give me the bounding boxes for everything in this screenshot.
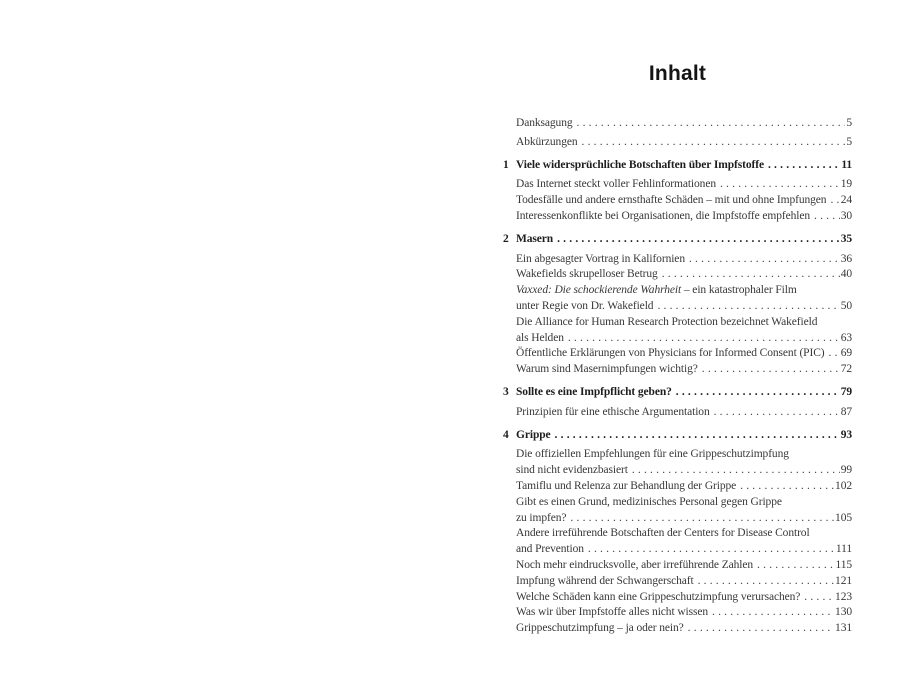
page-number: 123 [835, 590, 852, 603]
dot-leader [768, 158, 840, 174]
page-number: 30 [840, 209, 852, 222]
page-title: Inhalt [648, 62, 707, 85]
toc-entry-row [503, 621, 852, 637]
toc-chapter-row [503, 232, 852, 248]
page-number: 40 [840, 268, 852, 281]
toc-entry-label: sind nicht evidenzbasiert [516, 464, 628, 477]
page-number: 121 [835, 574, 852, 587]
dot-leader [688, 621, 834, 637]
toc-entry-label: Masern [516, 232, 554, 245]
chapter-number: 4 [503, 428, 509, 441]
toc-entry-row [503, 362, 852, 378]
toc-entry-row [503, 299, 852, 315]
toc-chapter-row [503, 158, 852, 174]
toc-entry-label: Impfung während der Schwangerschaft [516, 574, 694, 587]
page-number: 105 [835, 511, 852, 524]
dot-leader [568, 331, 840, 347]
toc-entry-label: Grippeschutzimpfung – ja oder nein? [516, 622, 684, 635]
toc-entry-label: Andere irreführende Botschaften der Centers for Disease Control [516, 527, 810, 540]
page-number: 5 [846, 135, 852, 148]
dot-leader [657, 299, 839, 315]
dot-leader [830, 193, 839, 209]
toc-entry-row [503, 283, 852, 299]
toc-entry-label: Warum sind Masernimpfungen wichtig? [516, 363, 698, 376]
toc-entry-label: Prinzipien für eine ethische Argumentation [516, 405, 710, 418]
toc-entry-row [503, 267, 852, 283]
dot-leader [804, 590, 834, 606]
toc-entry-label: Noch mehr eindrucksvolle, aber irreführende Zahlen [516, 558, 754, 571]
toc-entry-label: Todesfälle und andere ernsthafte Schäden – mit und ohne Impfungen [516, 194, 827, 207]
dot-leader [577, 116, 846, 132]
toc-entry-row [503, 511, 852, 527]
toc-entry-row [503, 405, 852, 421]
toc-entry-label: Tamiflu und Relenza zur Behandlung der Grippe [516, 479, 737, 492]
toc-entry-label: Abkürzungen [516, 135, 578, 148]
dot-leader [588, 542, 835, 558]
toc-entry-row [503, 346, 852, 362]
toc-chapter-row [503, 385, 852, 401]
toc-list [503, 116, 852, 637]
dot-leader [698, 574, 834, 590]
page-number: 87 [840, 405, 852, 418]
chapter-number: 3 [503, 385, 509, 398]
page-number: 115 [835, 558, 852, 571]
toc-entry-label: als Helden [516, 331, 564, 344]
toc-entry-label: Interessenkonflikte bei Organisationen, die Impfstoffe empfehlen [516, 209, 810, 222]
page-number: 69 [840, 347, 852, 360]
page-number: 102 [835, 479, 852, 492]
dot-leader [702, 362, 840, 378]
dot-leader [632, 463, 840, 479]
page-number: 11 [841, 158, 852, 171]
dot-leader [557, 232, 840, 248]
dot-leader [814, 209, 840, 225]
dot-leader [582, 135, 846, 151]
toc-entry-row [503, 558, 852, 574]
toc-entry-row [503, 605, 852, 621]
toc-entry-label: Viele widersprüchliche Botschaften über Impfstoffe [516, 158, 764, 171]
toc-chapter-row [503, 428, 852, 444]
toc-entry-label: Die offiziellen Empfehlungen für eine Grippeschutzimpfung [516, 448, 789, 461]
toc-entry-row [503, 116, 852, 132]
toc-entry-label: Wakefields skrupelloser Betrug [516, 268, 658, 281]
page-number: 72 [840, 363, 852, 376]
toc-entry-label: zu impfen? [516, 511, 567, 524]
toc-entry-label: Ein abgesagter Vortrag in Kalifornien [516, 252, 685, 265]
toc-entry-row [503, 526, 852, 542]
toc-entry-row [503, 447, 852, 463]
page-number: 19 [840, 178, 852, 191]
chapter-number: 2 [503, 232, 509, 245]
toc-entry-row [503, 495, 852, 511]
toc-entry-row [503, 574, 852, 590]
toc-entry-row [503, 463, 852, 479]
page-number: 5 [846, 117, 852, 129]
page-number: 111 [835, 543, 852, 556]
toc-entry-row [503, 209, 852, 225]
dot-leader [689, 252, 840, 268]
dot-leader [829, 346, 840, 362]
page-number: 24 [840, 194, 852, 207]
page-number: 130 [835, 606, 852, 619]
dot-leader [714, 405, 840, 421]
toc-entry-row [503, 590, 852, 606]
toc-entry-row [503, 135, 852, 151]
dot-leader [740, 479, 834, 495]
toc-entry-row [503, 542, 852, 558]
toc-entry-label: Was wir über Impfstoffe alles nicht wissen [516, 606, 709, 619]
toc-entry-row [503, 193, 852, 209]
toc-entry-label: Grippe [516, 428, 551, 441]
toc-entry-label: Sollte es eine Impfpflicht geben? [516, 385, 672, 398]
dot-leader [712, 605, 834, 621]
dot-leader [720, 177, 840, 193]
toc-entry-label: Die Alliance for Human Research Protection bezeichnet Wakefield [516, 315, 818, 328]
dot-leader [757, 558, 834, 574]
toc-entry-row [503, 479, 852, 495]
toc-entry-row [503, 177, 852, 193]
toc-entry-row [503, 331, 852, 347]
page-number: 99 [840, 464, 852, 477]
toc-entry-row [503, 252, 852, 268]
toc-entry-label: Danksagung [516, 117, 573, 129]
page-number: 131 [835, 622, 852, 635]
page-number: 50 [840, 299, 852, 312]
toc-entry-label: Gibt es einen Grund, medizinisches Personal gegen Grippe [516, 495, 782, 508]
chapter-number: 1 [503, 158, 509, 171]
page-number: 35 [840, 232, 852, 245]
page-number: 63 [840, 331, 852, 344]
toc-entry-label: Das Internet steckt voller Fehlinformationen [516, 178, 716, 191]
toc-entry-label: and Prevention [516, 543, 584, 556]
toc-entry-row [503, 315, 852, 331]
toc-entry-label: Vaxxed: Die schockierende Wahrheit – ein katastrophaler Film [516, 284, 797, 297]
dot-leader [662, 267, 840, 283]
dot-leader [555, 428, 840, 444]
page-number: 79 [840, 385, 852, 398]
dot-leader [570, 511, 834, 527]
page-number: 93 [840, 428, 852, 441]
page-number: 36 [840, 252, 852, 265]
dot-leader [676, 385, 840, 401]
toc-entry-label: Welche Schäden kann eine Grippeschutzimpfung verursachen? [516, 590, 801, 603]
toc-entry-label: unter Regie von Dr. Wakefield [516, 299, 654, 312]
toc-entry-label: Öffentliche Erklärungen von Physicians for Informed Consent (PIC) [516, 347, 825, 360]
